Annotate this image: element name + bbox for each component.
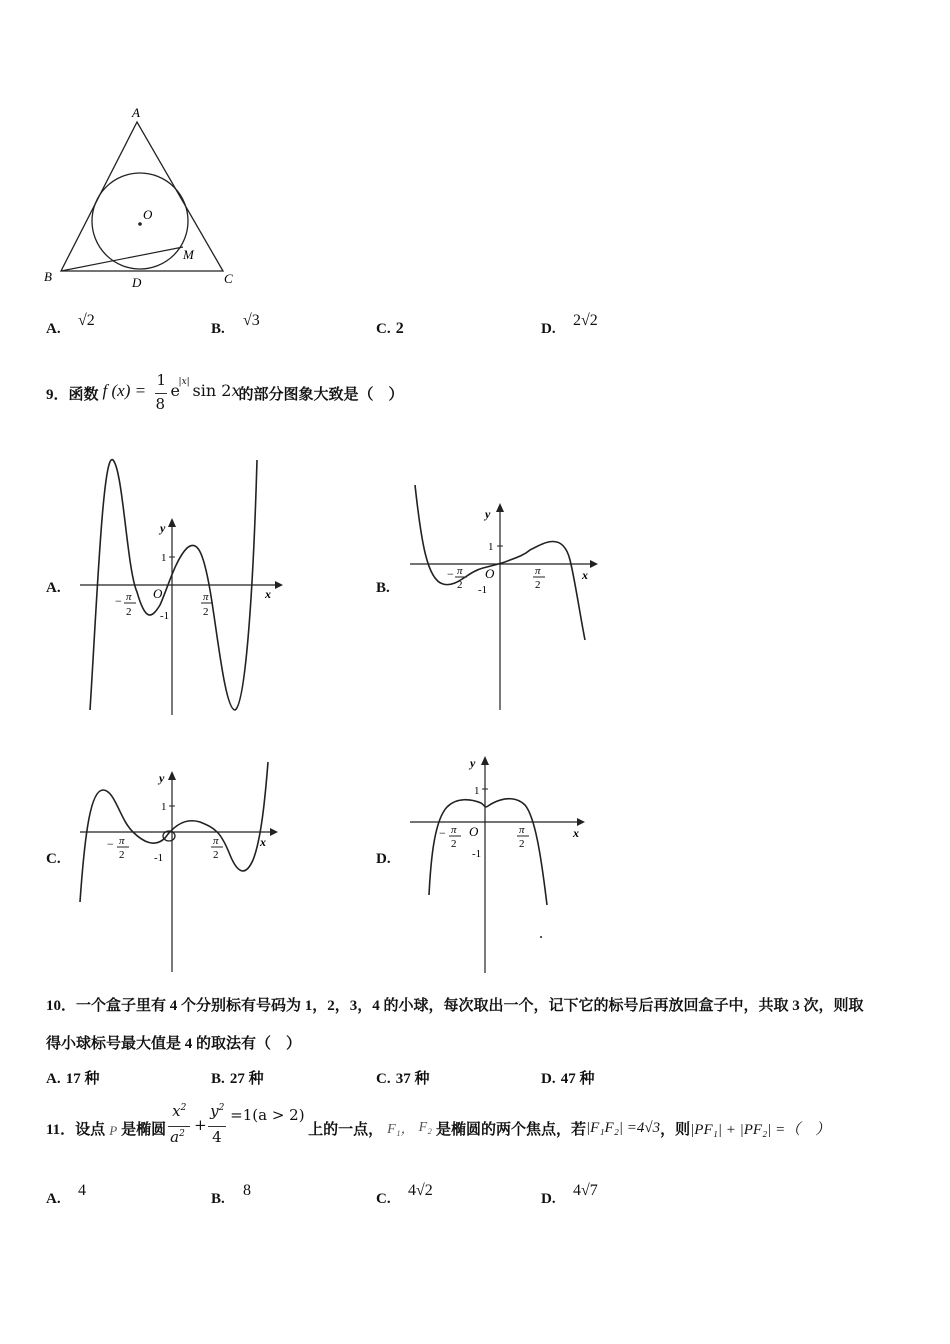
option-label: A. (46, 321, 61, 337)
equation-rest: =1(a > 2) (230, 1106, 305, 1124)
question-number: 9． (46, 386, 69, 403)
option-value: 4√2 (408, 1182, 433, 1199)
q9-graph-a[interactable] (75, 450, 285, 720)
option-value: 37 种 (395, 1071, 430, 1087)
tick-neg1: -1 (154, 852, 164, 864)
option-label: B. (211, 321, 225, 337)
label-B: B (44, 269, 52, 284)
text-point-on: 上的一点， (308, 1121, 384, 1138)
q9-option-d-label[interactable]: D. (376, 851, 391, 867)
question-number: 11．设点 (46, 1121, 106, 1138)
axis-y: y (159, 771, 165, 785)
option-label: A. (46, 1071, 61, 1087)
option-label: D. (541, 1071, 556, 1087)
q9-formula: f (x) = 1 8 e |x| sin 2x (102, 371, 241, 413)
tick-2: 2 (535, 579, 541, 591)
ellipse-equation: $x^2$ $a^2$ + $y^2$ 4 =1(a > 2) (170, 1102, 305, 1146)
axis-y: y (160, 521, 166, 535)
label-M: M (183, 247, 194, 262)
option-label: D. (541, 1191, 556, 1207)
q10-option-a[interactable] (46, 1067, 99, 1088)
tick-neg1: -1 (472, 848, 482, 860)
tick-1: 1 (488, 541, 494, 553)
q9-option-c-label[interactable]: C. (46, 851, 61, 867)
focus-f2: F₂ (418, 1120, 433, 1135)
tick-1: 1 (161, 552, 167, 564)
label-D: D (132, 275, 142, 290)
axis-x: x (573, 826, 579, 840)
q11-option-d[interactable] (541, 1182, 598, 1208)
option-label: C. (376, 321, 391, 337)
origin: O (485, 566, 495, 581)
q10-option-d[interactable] (541, 1067, 594, 1088)
tick-pi: π (519, 824, 525, 836)
label-C: C (224, 271, 233, 286)
q10-option-c[interactable] (376, 1067, 429, 1088)
q11-option-a[interactable] (46, 1182, 86, 1208)
tick-minus: − (447, 567, 454, 581)
label-O: O (143, 207, 153, 222)
option-label: C. (376, 1191, 391, 1207)
q9-option-a-label[interactable]: A. (46, 580, 61, 596)
tick-pi: π (126, 591, 132, 603)
option-value: √3 (243, 312, 260, 329)
option-value: 4√7 (573, 1182, 598, 1199)
tick-pi: π (119, 835, 125, 847)
question-suffix: 的部分图象大致是（ ） (238, 386, 404, 403)
tick-2: 2 (203, 606, 209, 618)
question-prefix: 函数 (68, 386, 99, 403)
tick-1: 1 (161, 801, 167, 813)
origin: O (469, 824, 479, 839)
tick-2: 2 (451, 838, 457, 850)
q9-option-b-label[interactable]: B. (376, 580, 390, 596)
option-value: 27 种 (229, 1071, 264, 1087)
axis-x: x (260, 835, 266, 849)
q9-graph-d[interactable] (405, 745, 595, 975)
condition: |F₁F₂| =4√3 (586, 1119, 661, 1136)
tick-2: 2 (126, 606, 132, 618)
tick-minus: − (439, 826, 446, 840)
q10-stem-line2: 得小球标号最大值是 4 的取法有（ ） (46, 1036, 302, 1052)
option-value: 17 种 (65, 1071, 100, 1087)
axis-y: y (485, 507, 491, 521)
tick-pi: π (203, 591, 209, 603)
q8-option-a[interactable] (46, 312, 95, 338)
tick-pi: π (213, 835, 219, 847)
q9-graph-b[interactable] (405, 480, 605, 715)
question-ask: |PF₁| + |PF₂| =（ ） (690, 1121, 831, 1138)
tick-2: 2 (119, 849, 125, 861)
text-then: ，则 (660, 1121, 691, 1138)
tick-2: 2 (457, 579, 463, 591)
option-value: 47 种 (560, 1071, 595, 1087)
tick-minus: − (115, 594, 122, 608)
q11-option-c[interactable] (376, 1182, 433, 1208)
tick-pi: π (535, 565, 541, 577)
triangle-incircle-figure (30, 100, 260, 300)
tick-neg1: -1 (478, 584, 488, 596)
text-ellipse: 是椭圆 (121, 1121, 167, 1138)
tick-2: 2 (519, 838, 525, 850)
q8-option-d[interactable] (541, 312, 598, 338)
option-value: 8 (243, 1182, 251, 1199)
q11-option-b[interactable] (211, 1182, 251, 1208)
tick-minus: − (107, 837, 114, 851)
origin: O (153, 586, 163, 601)
tick-pi: π (451, 824, 457, 836)
option-label: D. (541, 321, 556, 337)
axis-x: x (265, 587, 271, 601)
option-value: 2 (395, 320, 404, 337)
option-label: A. (46, 1191, 61, 1207)
q9-graph-c[interactable] (75, 760, 285, 975)
tick-neg1: -1 (160, 610, 170, 622)
text-foci: 是椭圆的两个焦点，若 (436, 1121, 587, 1138)
option-label: B. (211, 1071, 225, 1087)
axis-x: x (582, 568, 588, 582)
label-A: A (132, 105, 140, 120)
q10-stem-line1: 10．一个盒子里有 4 个分别标有号码为 1，2，3，4 的小球，每次取出一个，记下它的标号后再放回盒子中，共取 3 次，则取 (46, 998, 864, 1014)
option-value: √2 (78, 312, 95, 329)
tick-pi: π (457, 565, 463, 577)
q9-stem (46, 373, 404, 413)
option-label: B. (211, 1191, 225, 1207)
point-p: P (109, 1123, 118, 1138)
q11-stem (46, 1102, 830, 1154)
tick-1: 1 (474, 785, 480, 797)
q8-option-c[interactable] (376, 318, 404, 338)
q10-option-b[interactable] (211, 1067, 264, 1088)
focus-f1: F₁， (387, 1122, 415, 1137)
option-value: 2√2 (573, 312, 598, 329)
axis-y: y (470, 756, 476, 770)
option-label: C. (376, 1071, 391, 1087)
q8-option-b[interactable] (211, 312, 260, 338)
tick-2: 2 (213, 849, 219, 861)
option-value: 4 (78, 1182, 86, 1199)
